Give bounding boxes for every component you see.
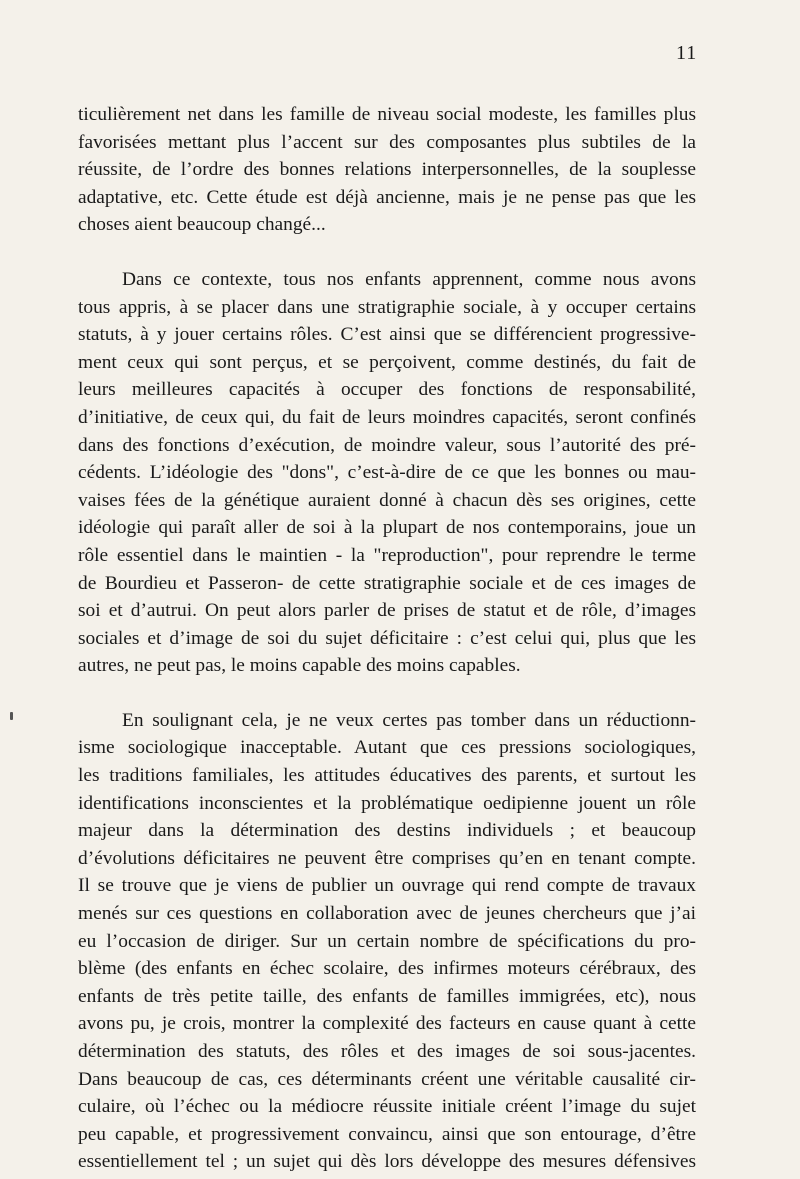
page-number: 11 (676, 42, 698, 64)
text-line: autres, ne peut pas, le moins capable des moins capables. (78, 655, 521, 677)
text-line: identifications inconscientes et la problématique oedipienne jouent un rôle (78, 792, 696, 814)
paragraph-3 (78, 707, 696, 1176)
text-line: idéologie qui paraît aller de soi à la plupart de nos contemporains, joue un (78, 517, 696, 539)
text-line: réussite, de l’ordre des bonnes relations interpersonnelles, de la souplesse (78, 159, 696, 181)
text-line: vaises fées de la génétique auraient donné à chacun dès ses origines, cette (78, 489, 696, 511)
text-line: Dans beaucoup de cas, ces déterminants créent une véritable causalité cir- (78, 1068, 696, 1090)
text-line: isme sociologique inacceptable. Autant que ces pressions sociologiques, (78, 737, 696, 759)
text-line: eu l’occasion de diriger. Sur un certain nombre de spécifications du pro- (78, 930, 696, 952)
text-line: favorisées mettant plus l’accent sur des composantes plus subtiles de la (78, 131, 696, 153)
text-line: peu capable, et progressivement convaincu, ainsi que son entourage, d’être (78, 1123, 696, 1145)
text-line: Dans ce contexte, tous nos enfants apprennent, comme nous avons (122, 268, 696, 290)
margin-mark (10, 712, 13, 720)
paragraph-2 (78, 266, 696, 680)
text-line: de Bourdieu et Passeron- de cette stratigraphie sociale et de ces images de (78, 572, 696, 594)
text-line: statuts, à y jouer certains rôles. C’est ainsi que se différencient progressive- (78, 324, 696, 346)
text-line: tous appris, à se placer dans une stratigraphie sociale, à y occuper certains (78, 296, 696, 318)
text-line: d’évolutions déficitaires ne peuvent être comprises qu’en en tenant compte. (78, 847, 696, 869)
text-line: rôle essentiel dans le maintien - la "reproduction", pour reprendre le terme (78, 544, 696, 566)
text-line: cédents. L’idéologie des "dons", c’est-à-dire de ce que les bonnes ou mau- (78, 462, 696, 484)
text-line: soi et d’autrui. On peut alors parler de prises de statut et de rôle, d’images (78, 600, 696, 622)
body-text (78, 101, 696, 1176)
text-line: blème (des enfants en échec scolaire, des infirmes moteurs cérébraux, des (78, 958, 696, 980)
text-line: adaptative, etc. Cette étude est déjà ancienne, mais je ne pense pas que les (78, 186, 696, 208)
text-line: choses aient beaucoup changé... (78, 214, 326, 236)
text-line: dans des fonctions d’exécution, de moindre valeur, sous l’autorité des pré- (78, 434, 696, 456)
text-line: En soulignant cela, je ne veux certes pas tomber dans un réductionn- (122, 709, 696, 731)
text-line: menés sur ces questions en collaboration avec de jeunes chercheurs que j’ai (78, 903, 696, 925)
text-line: ment ceux qui sont perçus, et se perçoivent, comme destinés, du fait de (78, 351, 696, 373)
text-line: détermination des statuts, des rôles et des images de soi sous-jacentes. (78, 1041, 696, 1062)
text-line: majeur dans la détermination des destins individuels ; et beaucoup (78, 820, 696, 842)
text-line: d’initiative, de ceux qui, du fait de leurs moindres capacités, seront confinés (78, 406, 696, 428)
text-line: sociales et d’image de soi du sujet déficitaire : c’est celui qui, plus que les (78, 627, 696, 649)
text-line: avons pu, je crois, montrer la complexité des facteurs en cause quant à cette (78, 1013, 696, 1035)
text-line: ticulièrement net dans les famille de niveau social modeste, les familles plus (78, 104, 696, 125)
text-line: culaire, où l’échec ou la médiocre réussite initiale créent l’image du sujet (78, 1096, 696, 1118)
text-line: enfants de très petite taille, des enfants de familles immigrées, etc), nous (78, 985, 696, 1007)
text-line: Il se trouve que je viens de publier un ouvrage qui rend compte de travaux (78, 875, 696, 897)
text-line: les traditions familiales, les attitudes éducatives des parents, et surtout les (78, 765, 696, 787)
text-line: leurs meilleures capacités à occuper des fonctions de responsabilité, (78, 379, 696, 401)
text-line: essentiellement tel ; un sujet qui dès lors développe des mesures défensives (78, 1151, 696, 1173)
paragraph-1 (78, 101, 696, 239)
